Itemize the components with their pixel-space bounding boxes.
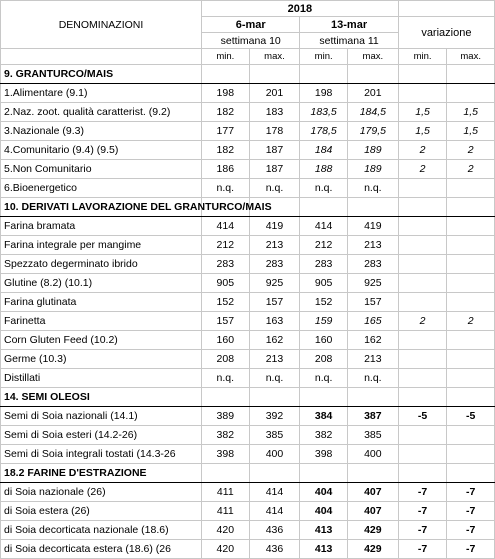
price-cell: 189	[347, 141, 398, 160]
row-name: di Soia decorticata estera (18.6) (26	[1, 540, 202, 559]
price-cell: 419	[249, 217, 300, 236]
price-cell: n.q.	[300, 179, 348, 198]
price-cell: 152	[202, 293, 250, 312]
section-header	[1, 65, 495, 84]
price-cell: 160	[202, 331, 250, 350]
row-name: Glutine (8.2) (10.1)	[1, 274, 202, 293]
price-cell: 159	[300, 312, 348, 331]
table-row	[1, 540, 495, 559]
price-cell: 178,5	[300, 122, 348, 141]
price-cell: 2	[398, 160, 447, 179]
price-cell: 414	[249, 502, 300, 521]
row-name: Semi di Soia integrali tostati (14.3-26	[1, 445, 202, 464]
header-minmax-row	[1, 49, 495, 65]
date1-header: 6-mar	[202, 17, 300, 33]
price-cell: 2	[447, 160, 495, 179]
row-name: di Soia nazionale (26)	[1, 483, 202, 502]
price-cell: 414	[202, 217, 250, 236]
price-cell: 198	[202, 84, 250, 103]
row-name: di Soia decorticata nazionale (18.6)	[1, 521, 202, 540]
section-header	[1, 388, 495, 407]
section-title: 14. SEMI OLEOSI	[1, 388, 202, 407]
week1-header: settimana 10	[202, 33, 300, 49]
price-cell: 429	[347, 540, 398, 559]
price-cell	[447, 84, 495, 103]
row-name: Farina glutinata	[1, 293, 202, 312]
price-cell: 201	[249, 84, 300, 103]
price-cell: -7	[447, 540, 495, 559]
price-cell: 420	[202, 540, 250, 559]
price-cell: 413	[300, 540, 348, 559]
price-cell: 162	[249, 331, 300, 350]
price-cell: 382	[300, 426, 348, 445]
price-cell: 213	[347, 350, 398, 369]
price-cell: 436	[249, 521, 300, 540]
price-cell	[398, 217, 447, 236]
price-cell: 283	[202, 255, 250, 274]
price-cell	[447, 236, 495, 255]
price-cell	[398, 255, 447, 274]
price-cell: 208	[300, 350, 348, 369]
price-cell: 283	[300, 255, 348, 274]
price-cell	[398, 426, 447, 445]
price-cell: 389	[202, 407, 250, 426]
price-cell: n.q.	[249, 369, 300, 388]
price-cell: 382	[202, 426, 250, 445]
price-cell: 162	[347, 331, 398, 350]
price-cell: 165	[347, 312, 398, 331]
price-cell: 436	[249, 540, 300, 559]
price-cell: 179,5	[347, 122, 398, 141]
section-header	[1, 464, 495, 483]
table-row	[1, 483, 495, 502]
price-cell	[398, 236, 447, 255]
price-cell: -7	[398, 502, 447, 521]
price-cell: n.q.	[249, 179, 300, 198]
price-cell: 404	[300, 483, 348, 502]
price-cell	[398, 445, 447, 464]
price-cell	[447, 331, 495, 350]
row-name: Semi di Soia esteri (14.2-26)	[1, 426, 202, 445]
price-cell: 2	[447, 141, 495, 160]
table-row	[1, 426, 495, 445]
price-cell: 163	[249, 312, 300, 331]
table-row	[1, 179, 495, 198]
max-header: max.	[347, 49, 398, 65]
price-cell: 407	[347, 502, 398, 521]
price-cell: 213	[249, 350, 300, 369]
table-row	[1, 84, 495, 103]
price-cell: 213	[249, 236, 300, 255]
price-cell: 400	[347, 445, 398, 464]
price-cell: 186	[202, 160, 250, 179]
section-title: 18.2 FARINE D'ESTRAZIONE	[1, 464, 202, 483]
row-name: 4.Comunitario (9.4) (9.5)	[1, 141, 202, 160]
table-body	[1, 65, 495, 559]
price-cell: 183	[249, 103, 300, 122]
price-cell: 157	[249, 293, 300, 312]
price-cell: 183,5	[300, 103, 348, 122]
row-name: 3.Nazionale (9.3)	[1, 122, 202, 141]
price-cell: -5	[398, 407, 447, 426]
week2-header: settimana 11	[300, 33, 398, 49]
price-cell: 157	[202, 312, 250, 331]
table-row	[1, 350, 495, 369]
row-name: Spezzato degerminato ibrido	[1, 255, 202, 274]
price-cell: 198	[300, 84, 348, 103]
price-cell	[398, 350, 447, 369]
table-row	[1, 407, 495, 426]
max-header: max.	[447, 49, 495, 65]
price-cell	[447, 426, 495, 445]
price-cell	[447, 179, 495, 198]
price-cell: 283	[347, 255, 398, 274]
table-row	[1, 521, 495, 540]
table-row	[1, 445, 495, 464]
table-row	[1, 122, 495, 141]
price-cell: 2	[398, 141, 447, 160]
table-row	[1, 274, 495, 293]
row-name: Corn Gluten Feed (10.2)	[1, 331, 202, 350]
price-cell: 925	[249, 274, 300, 293]
price-cell: 413	[300, 521, 348, 540]
price-cell: 178	[249, 122, 300, 141]
price-cell: 188	[300, 160, 348, 179]
price-cell: -7	[447, 521, 495, 540]
price-cell: 905	[202, 274, 250, 293]
variazione-header: variazione	[398, 17, 494, 49]
price-cell: 429	[347, 521, 398, 540]
date2-header: 13-mar	[300, 17, 398, 33]
price-cell: n.q.	[347, 179, 398, 198]
header-year-row	[1, 1, 495, 17]
price-cell: 414	[300, 217, 348, 236]
price-cell: 184,5	[347, 103, 398, 122]
row-name: di Soia estera (26)	[1, 502, 202, 521]
price-cell: 187	[249, 141, 300, 160]
price-cell: 189	[347, 160, 398, 179]
price-cell: 420	[202, 521, 250, 540]
price-cell: 184	[300, 141, 348, 160]
section-title: 10. DERIVATI LAVORAZIONE DEL GRANTURCO/MAIS	[1, 198, 202, 217]
price-cell: 400	[249, 445, 300, 464]
table-row	[1, 103, 495, 122]
row-name: 6.Bioenergetico	[1, 179, 202, 198]
price-cell	[447, 445, 495, 464]
price-cell	[447, 255, 495, 274]
price-cell: 385	[347, 426, 398, 445]
price-cell: 212	[202, 236, 250, 255]
price-cell: -7	[447, 502, 495, 521]
row-name: Farina integrale per mangime	[1, 236, 202, 255]
price-cell	[398, 293, 447, 312]
table-row	[1, 236, 495, 255]
price-cell	[398, 331, 447, 350]
price-cell: 414	[249, 483, 300, 502]
row-name: 2.Naz. zoot. qualità caratterist. (9.2)	[1, 103, 202, 122]
price-cell: 411	[202, 483, 250, 502]
price-cell: 157	[347, 293, 398, 312]
price-cell: 187	[249, 160, 300, 179]
section-title: 9. GRANTURCO/MAIS	[1, 65, 202, 84]
min-header: min.	[300, 49, 348, 65]
price-cell: 905	[300, 274, 348, 293]
table-row	[1, 312, 495, 331]
price-cell: -7	[398, 540, 447, 559]
price-cell: -7	[398, 483, 447, 502]
row-name: 5.Non Comunitario	[1, 160, 202, 179]
table-row	[1, 141, 495, 160]
price-cell: 152	[300, 293, 348, 312]
price-cell	[398, 84, 447, 103]
price-cell: 411	[202, 502, 250, 521]
price-cell: 1,5	[447, 103, 495, 122]
price-cell	[447, 369, 495, 388]
price-cell: n.q.	[300, 369, 348, 388]
price-cell	[447, 217, 495, 236]
price-cell: 419	[347, 217, 398, 236]
year-header: 2018	[202, 1, 399, 17]
price-cell	[447, 350, 495, 369]
row-name: Semi di Soia nazionali (14.1)	[1, 407, 202, 426]
price-cell: 182	[202, 141, 250, 160]
price-cell	[447, 293, 495, 312]
price-cell: 2	[398, 312, 447, 331]
price-cell: 407	[347, 483, 398, 502]
price-cell: 385	[249, 426, 300, 445]
price-cell: 213	[347, 236, 398, 255]
row-name: Germe (10.3)	[1, 350, 202, 369]
price-cell: 1,5	[447, 122, 495, 141]
price-cell: 404	[300, 502, 348, 521]
price-cell: 283	[249, 255, 300, 274]
price-cell: 160	[300, 331, 348, 350]
min-header: min.	[398, 49, 447, 65]
price-cell	[398, 369, 447, 388]
price-cell: 2	[447, 312, 495, 331]
price-cell: -7	[447, 483, 495, 502]
table-row	[1, 293, 495, 312]
table-row	[1, 331, 495, 350]
price-cell: 212	[300, 236, 348, 255]
row-name: Farinetta	[1, 312, 202, 331]
table-row	[1, 369, 495, 388]
max-header: max.	[249, 49, 300, 65]
row-name: Farina bramata	[1, 217, 202, 236]
min-header: min.	[202, 49, 250, 65]
price-cell: 177	[202, 122, 250, 141]
price-cell	[398, 274, 447, 293]
price-cell: 925	[347, 274, 398, 293]
section-header	[1, 198, 495, 217]
price-cell	[447, 274, 495, 293]
price-cell: 208	[202, 350, 250, 369]
price-cell: 398	[300, 445, 348, 464]
price-cell: n.q.	[202, 369, 250, 388]
price-cell: n.q.	[347, 369, 398, 388]
denominazioni-header: DENOMINAZIONI	[1, 1, 202, 49]
table-row	[1, 160, 495, 179]
price-cell: -7	[398, 521, 447, 540]
price-cell: 392	[249, 407, 300, 426]
price-cell: 384	[300, 407, 348, 426]
price-cell: n.q.	[202, 179, 250, 198]
price-cell: 182	[202, 103, 250, 122]
table-row	[1, 502, 495, 521]
table-row	[1, 217, 495, 236]
row-name: 1.Alimentare (9.1)	[1, 84, 202, 103]
price-cell: 201	[347, 84, 398, 103]
price-cell: 1,5	[398, 122, 447, 141]
price-cell: 387	[347, 407, 398, 426]
price-cell: 1,5	[398, 103, 447, 122]
row-name: Distillati	[1, 369, 202, 388]
table-row	[1, 255, 495, 274]
price-cell: -5	[447, 407, 495, 426]
price-cell	[398, 179, 447, 198]
price-cell: 398	[202, 445, 250, 464]
